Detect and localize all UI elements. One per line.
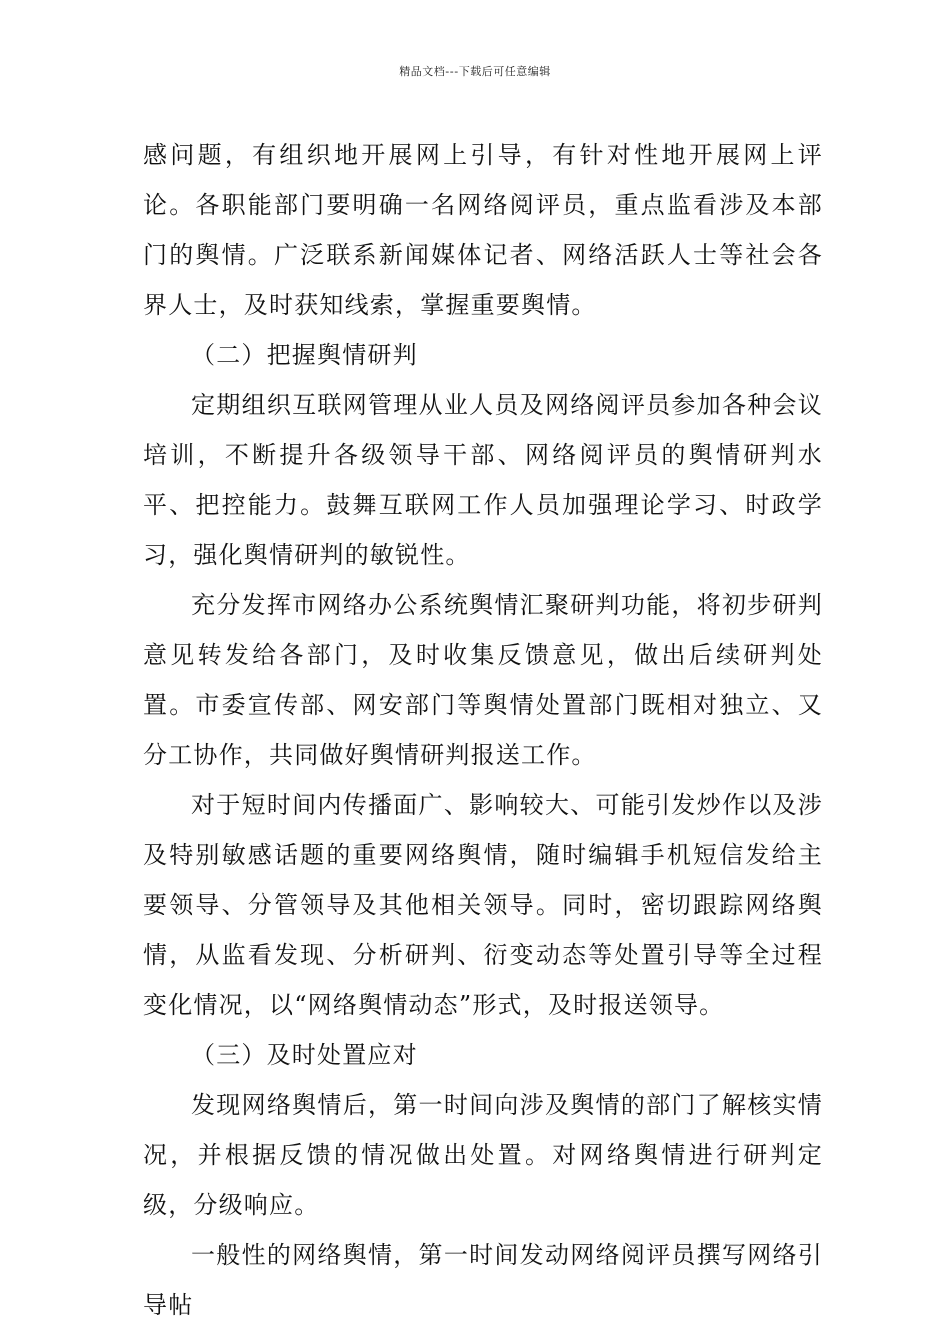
paragraph: 一般性的网络舆情，第一时间发动网络阅评员撰写网络引导帖 [143,1241,823,1319]
paragraph: 发现网络舆情后，第一时间向涉及舆情的部门了解核实情况，并根据反馈的情况做出处置。对网络舆情进行研判定级，分级响应。 [143,1091,823,1219]
paragraph: 定期组织互联网管理从业人员及网络阅评员参加各种会议培训，不断提升各级领导干部、网络阅评员的舆情研判水平、把控能力。鼓舞互联网工作人员加强理论学习、时政学习，强化舆情研判的敏锐性。 [143,391,823,569]
page-header: 精品文档---下载后可任意编辑 [399,65,551,78]
document-body [143,130,823,1330]
section-heading-2: （二）把握舆情研判 [191,341,418,369]
section-heading-3: （三）及时处置应对 [191,1041,418,1069]
paragraph: 对于短时间内传播面广、影响较大、可能引发炒作以及涉及特别敏感话题的重要网络舆情，随时编辑手机短信发给主要领导、分管领导及其他相关领导。同时，密切跟踪网络舆情，从监看发现、分析研判、衍变动态等处置引导等全过程变化情况，以“网络舆情动态”形式，及时报送领导。 [143,791,823,1019]
paragraph: 充分发挥市网络办公系统舆情汇聚研判功能，将初步研判意见转发给各部门，及时收集反馈意见，做出后续研判处置。市委宣传部、网安部门等舆情处置部门既相对独立、又分工协作，共同做好舆情研判报送工作。 [143,591,823,769]
paragraph-continuation: 感问题，有组织地开展网上引导，有针对性地开展网上评论。各职能部门要明确一名网络阅评员，重点监看涉及本部门的舆情。广泛联系新闻媒体记者、网络活跃人士等社会各界人士，及时获知线索，掌握重要舆情。 [143,141,823,319]
